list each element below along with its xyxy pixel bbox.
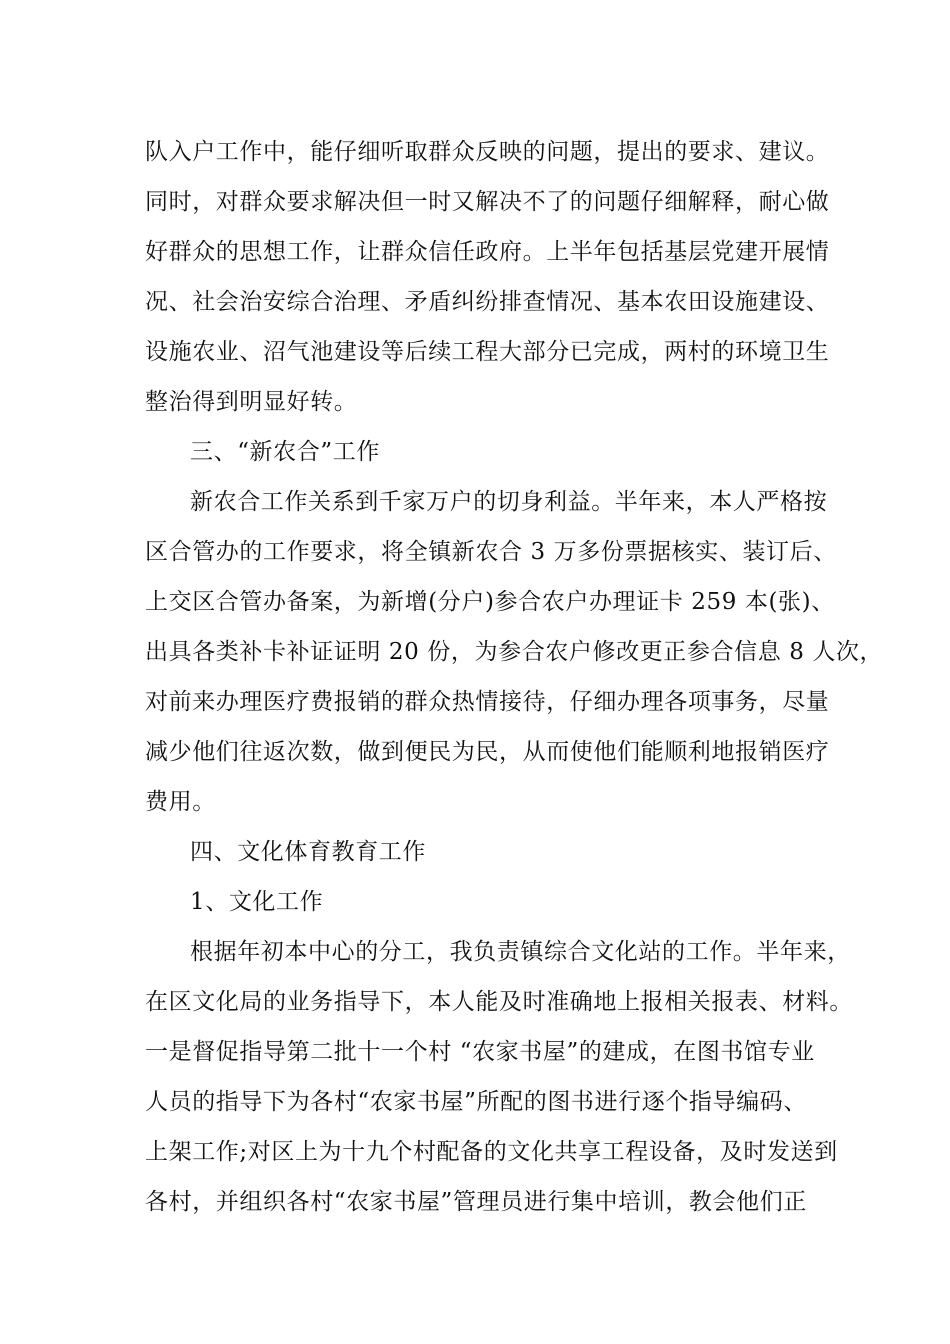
body-line-12: 对前来办理医疗费报销的群众热情接待，仔细办理各项事务，尽量	[145, 689, 830, 715]
subsection-heading-1: 1、文化工作	[190, 889, 324, 915]
section-heading-4: 四、文化体育教育工作	[190, 839, 426, 865]
body-line-9: 区合管办的工作要求，将全镇新农合 3 万多份票据核实、装订后、	[145, 539, 837, 565]
body-line-2: 同时，对群众要求解决但一时又解决不了的问题仔细解释，耐心做	[145, 189, 830, 215]
body-line-17: 根据年初本中心的分工，我负责镇综合文化站的工作。半年来，	[190, 939, 851, 965]
body-line-19: 一是督促指导第二批十一个村 “农家书屋”的建成，在图书馆专业	[145, 1039, 815, 1065]
body-line-18: 在区文化局的业务指导下，本人能及时准确地上报相关报表、材料。	[145, 989, 853, 1015]
section-heading-3: 三、“新农合”工作	[190, 439, 380, 465]
body-line-6: 整治得到明显好转。	[145, 389, 358, 415]
body-line-10: 上交区合管办备案，为新增(分户)参合农户办理证卡 259 本(张)、	[145, 589, 835, 615]
body-line-22: 各村，并组织各村“农家书屋”管理员进行集中培训，教会他们正	[145, 1189, 807, 1215]
body-line-1: 队入户工作中，能仔细听取群众反映的问题，提出的要求、建议。	[145, 139, 830, 165]
body-line-21: 上架工作;对区上为十九个村配备的文化共享工程设备，及时发送到	[145, 1139, 838, 1165]
body-line-20: 人员的指导下为各村“农家书屋”所配的图书进行逐个指导编码、	[145, 1089, 807, 1115]
body-line-3: 好群众的思想工作，让群众信任政府。上半年包括基层党建开展情	[145, 239, 830, 265]
body-line-14: 费用。	[145, 789, 216, 815]
body-line-11: 出具各类补卡补证证明 20 份，为参合农户修改更正参合信息 8 人次，	[145, 639, 884, 665]
body-line-5: 设施农业、沼气池建设等后续工程大部分已完成，两村的环境卫生	[145, 339, 830, 365]
body-line-13: 减少他们往返次数，做到便民为民，从而使他们能顺利地报销医疗	[145, 739, 830, 765]
body-line-4: 况、社会治安综合治理、矛盾纠纷排查情况、基本农田设施建设、	[145, 289, 830, 315]
body-line-8: 新农合工作关系到千家万户的切身利益。半年来，本人严格按	[190, 489, 828, 515]
